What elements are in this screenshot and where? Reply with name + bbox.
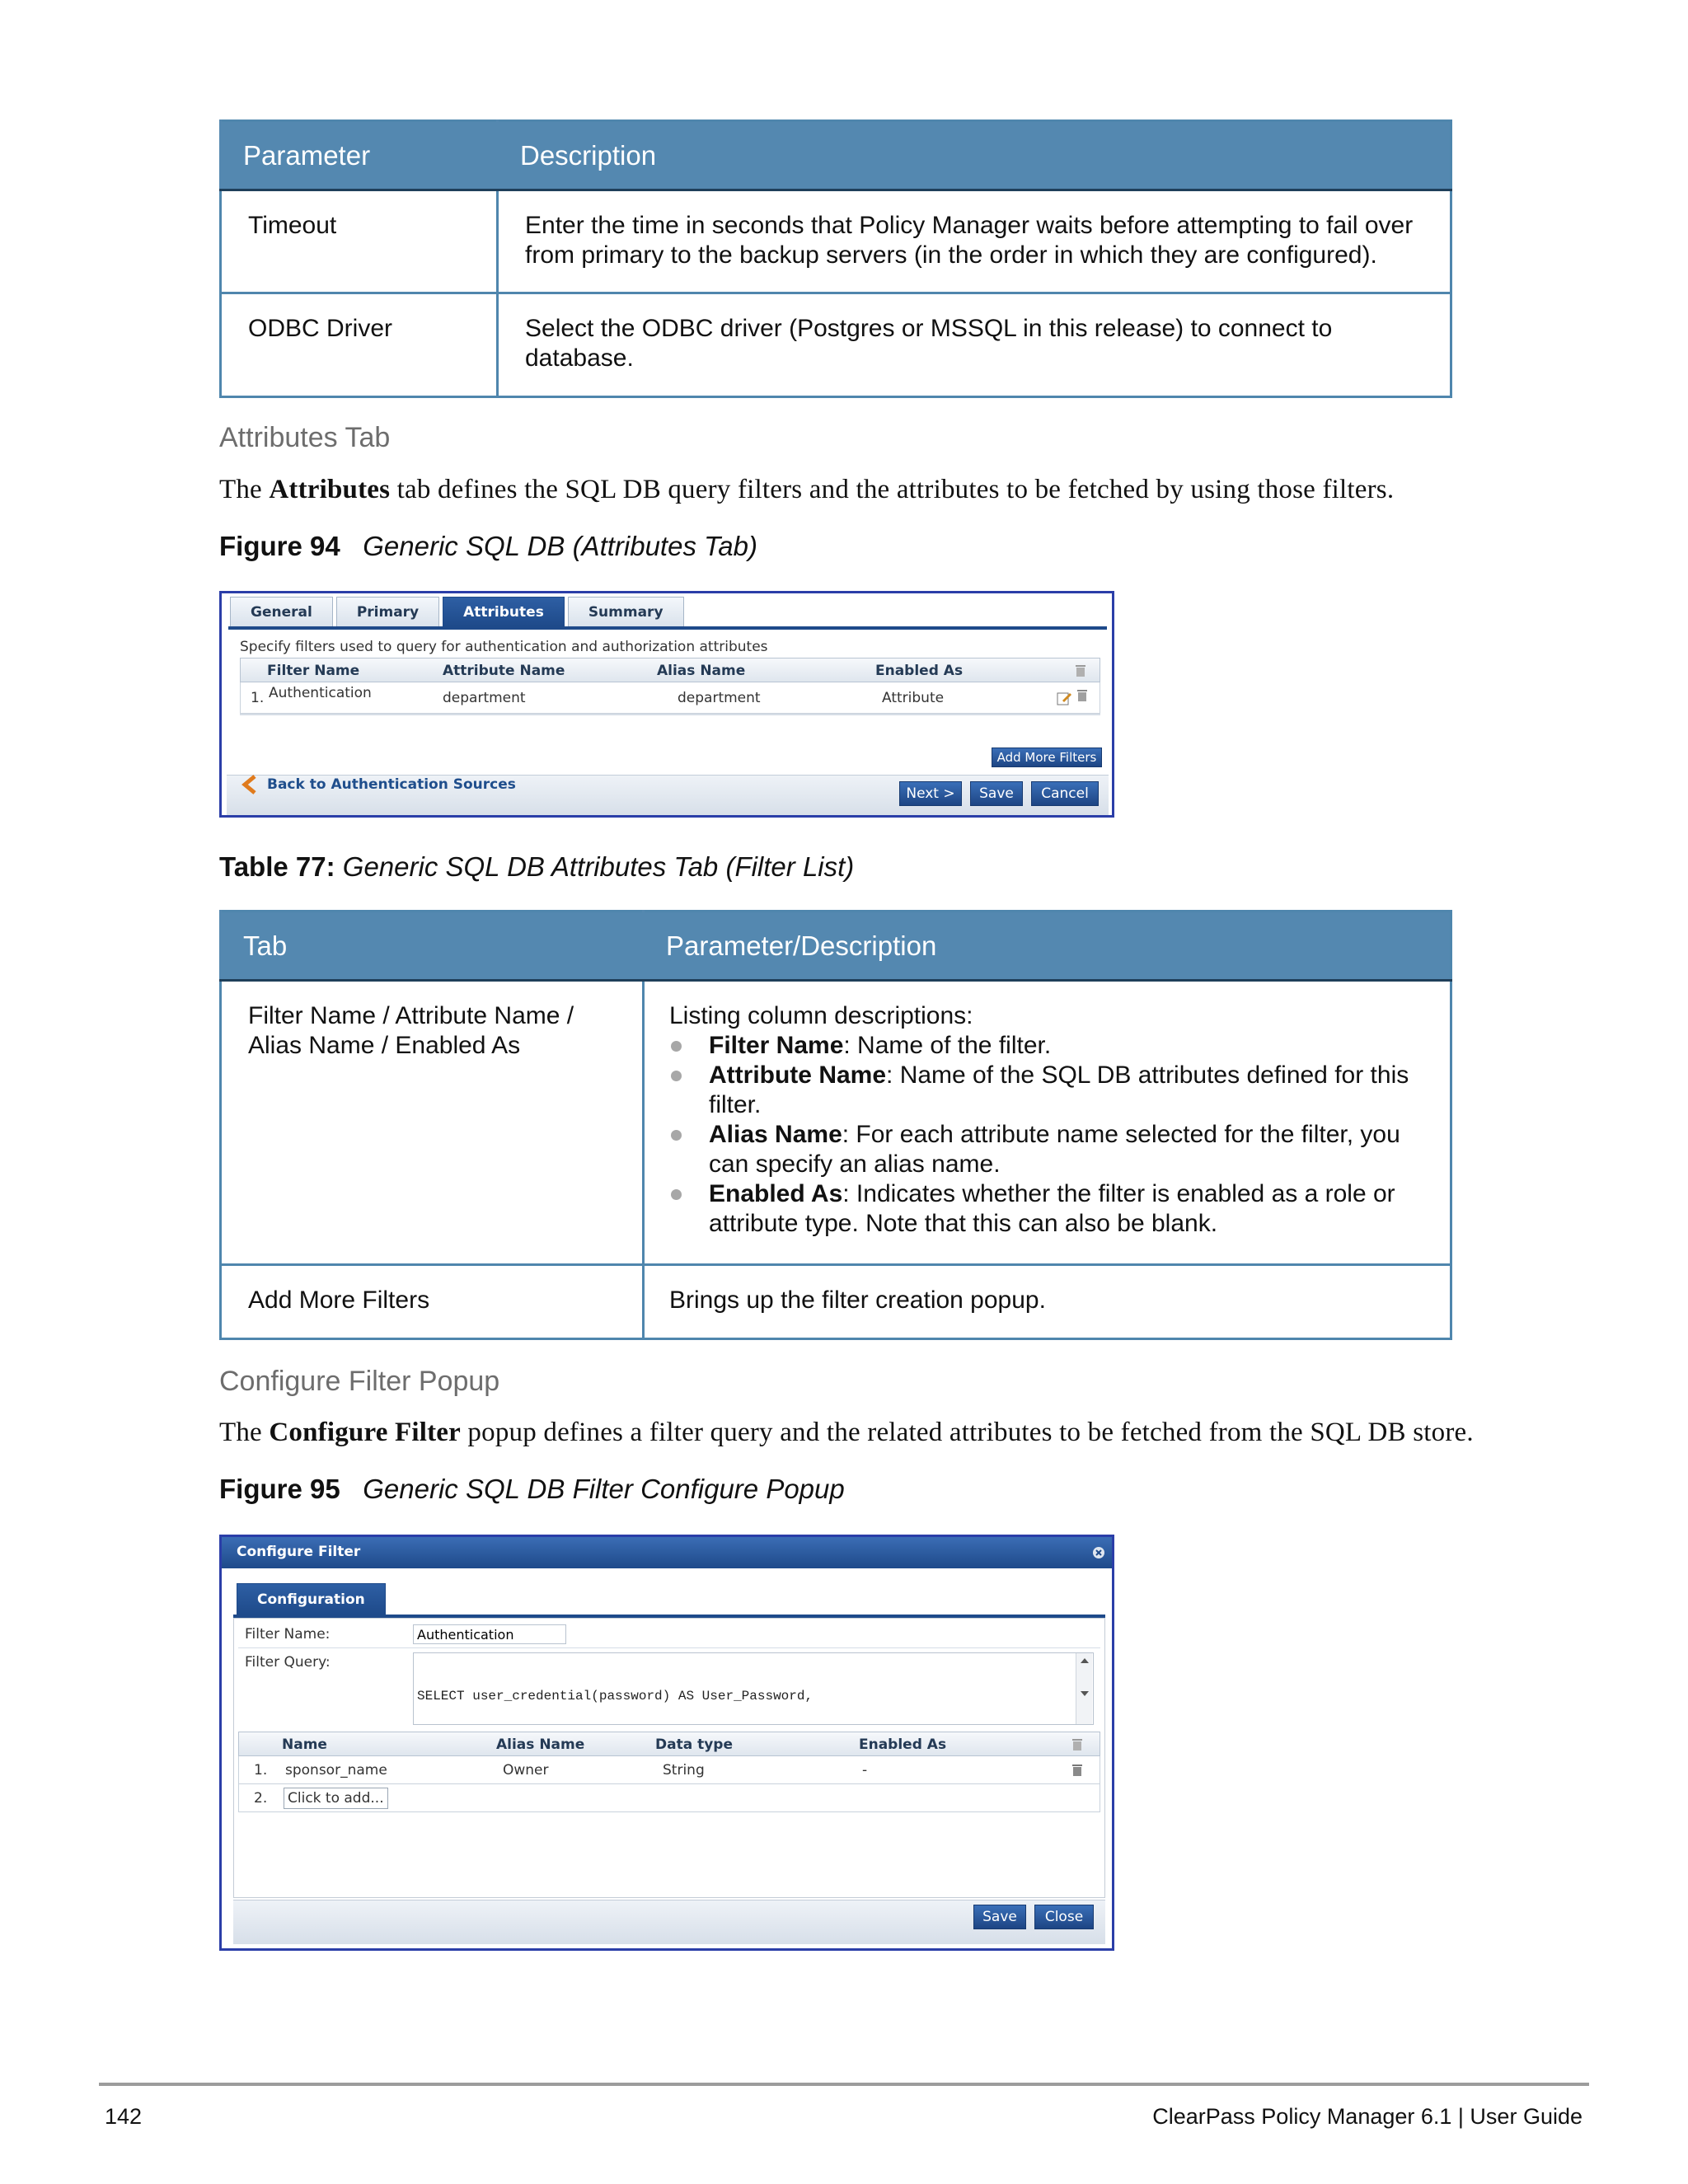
alias-cell: Owner <box>503 1762 549 1779</box>
click-to-add-field[interactable]: Click to add... <box>284 1788 388 1809</box>
attribute-name-cell: department <box>443 690 526 706</box>
tab-attributes[interactable]: Attributes <box>443 597 565 626</box>
col-attribute-name: Attribute Name <box>443 663 565 679</box>
tab-cell: Add More Filters <box>221 1265 644 1339</box>
figure-94-screenshot <box>219 591 1114 818</box>
close-button[interactable]: Close <box>1034 1905 1094 1929</box>
list-item <box>669 1031 1417 1061</box>
tab-cell: Filter Name / Attribute Name / Alias Name / Enabled As <box>221 981 644 1265</box>
desc-cell: Select the ODBC driver (Postgres or MSSQL in this release) to connect to database. <box>498 293 1451 397</box>
col-alias-name: Alias Name <box>657 663 746 679</box>
desc-cell: Enter the time in seconds that Policy Manager waits before attempting to fail over from primary to the backup servers (in the order in which they are configured). <box>498 190 1451 293</box>
row-number: 1. <box>251 690 265 706</box>
figure-label: Figure 95 <box>219 1474 340 1504</box>
tab-underline <box>228 626 1107 630</box>
close-icon[interactable] <box>1092 1546 1105 1559</box>
figure-95-caption <box>219 1474 845 1505</box>
table-row[interactable] <box>240 682 1100 714</box>
filter-list-table <box>219 910 1452 1340</box>
trash-icon[interactable] <box>1071 1764 1083 1777</box>
bullet-term: Enabled As <box>709 1180 843 1207</box>
col-data-type: Data type <box>655 1736 734 1753</box>
enabled-as-cell: Attribute <box>882 690 945 706</box>
save-button[interactable]: Save <box>970 781 1023 806</box>
scroll-down-icon[interactable] <box>1081 1691 1089 1696</box>
figure-95-screenshot <box>219 1535 1114 1951</box>
table-label: Table 77: <box>219 851 335 882</box>
paragraph-text: tab defines the SQL DB query filters and the attributes to be fetched by using those filters. <box>390 475 1395 504</box>
tab-bar <box>230 597 687 626</box>
paragraph-bold: Attributes <box>269 475 391 504</box>
table-title: Generic SQL DB Attributes Tab (Filter List) <box>342 851 855 882</box>
param-cell: Timeout <box>221 190 498 293</box>
paragraph-text: popup defines a filter query and the related attributes to be fetched from the SQL DB store. <box>460 1418 1474 1447</box>
filter-name-cell: Authentication <box>269 685 372 701</box>
table-77-caption <box>219 851 854 883</box>
list-item <box>669 1061 1417 1120</box>
tab-configuration[interactable]: Configuration <box>237 1583 386 1615</box>
edit-icon[interactable] <box>1057 691 1071 705</box>
trash-icon[interactable] <box>1075 664 1086 677</box>
column-description-list <box>669 1031 1417 1239</box>
attributes-grid-header <box>238 1732 1100 1756</box>
figure-label: Figure 94 <box>219 531 340 561</box>
desc-cell: Brings up the filter creation popup. <box>644 1265 1451 1339</box>
figure-title: Generic SQL DB Filter Configure Popup <box>363 1474 845 1504</box>
section-heading-attributes: Attributes Tab <box>219 422 391 453</box>
enabled-as-cell: - <box>862 1762 868 1779</box>
column-header-parameter-description: Parameter/Description <box>644 912 1451 981</box>
bullet-text: : Name of the SQL DB attributes defined for this filter. <box>709 1062 1409 1118</box>
col-name: Name <box>282 1736 327 1753</box>
table-row <box>221 981 1451 1265</box>
col-alias-name: Alias Name <box>496 1736 585 1753</box>
scroll-up-icon[interactable] <box>1081 1658 1089 1663</box>
column-header-parameter: Parameter <box>221 121 498 190</box>
tab-summary[interactable]: Summary <box>568 597 684 626</box>
save-button[interactable]: Save <box>973 1905 1026 1929</box>
row-divider <box>240 714 1100 715</box>
bullet-term: Filter Name <box>709 1032 844 1059</box>
table-row <box>221 293 1451 397</box>
column-header-tab: Tab <box>221 912 644 981</box>
row-number: 2. <box>254 1790 268 1807</box>
alias-name-cell: department <box>678 690 761 706</box>
trash-icon[interactable] <box>1071 1738 1083 1751</box>
bullet-text: : Indicates whether the filter is enabled as a role or attribute type. Note that this can also be blank. <box>709 1180 1395 1237</box>
data-type-cell: String <box>663 1762 705 1779</box>
query-scrollbar[interactable] <box>1076 1653 1092 1724</box>
trash-icon[interactable] <box>1076 689 1088 702</box>
query-line: SELECT user_credential(password) AS User_Password, <box>417 1689 814 1704</box>
add-more-filters-button[interactable]: Add More Filters <box>992 748 1102 767</box>
filter-name-label: Filter Name: <box>245 1626 331 1643</box>
field-divider <box>238 1647 1100 1648</box>
figure-title: Generic SQL DB (Attributes Tab) <box>363 531 757 561</box>
desc-cell <box>644 981 1451 1265</box>
parameter-table <box>219 120 1452 398</box>
paragraph-text: The <box>219 1418 270 1447</box>
name-cell: sponsor_name <box>285 1762 387 1779</box>
bullet-text: : Name of the filter. <box>843 1032 1052 1059</box>
row-number: 1. <box>254 1762 268 1779</box>
next-button[interactable]: Next > <box>899 781 962 806</box>
paragraph-text: The <box>219 475 270 504</box>
list-item <box>669 1120 1417 1179</box>
tab-primary[interactable]: Primary <box>336 597 439 626</box>
filter-query-label: Filter Query: <box>245 1654 331 1671</box>
attributes-paragraph <box>219 475 1394 505</box>
list-item <box>669 1179 1417 1239</box>
footer-rule <box>99 2083 1589 2086</box>
configure-filter-paragraph <box>219 1418 1474 1448</box>
table-row <box>221 1265 1451 1339</box>
back-arrow-icon[interactable] <box>241 775 258 794</box>
instruction-text: Specify filters used to query for authentication and authorization attributes <box>240 639 768 655</box>
section-heading-configure-filter: Configure Filter Popup <box>219 1366 500 1397</box>
tab-general[interactable]: General <box>230 597 333 626</box>
column-header-description: Description <box>498 121 1451 190</box>
paragraph-bold: Configure Filter <box>269 1418 461 1447</box>
col-enabled-as: Enabled As <box>859 1736 947 1753</box>
table-row[interactable] <box>238 1784 1100 1812</box>
cancel-button[interactable]: Cancel <box>1031 781 1099 806</box>
dialog-title: Configure Filter <box>237 1544 361 1560</box>
figure-94-caption <box>219 531 757 562</box>
back-to-authentication-sources-link[interactable]: Back to Authentication Sources <box>267 776 516 793</box>
col-enabled-as: Enabled As <box>875 663 964 679</box>
listing-intro: Listing column descriptions: <box>669 1002 973 1029</box>
filter-query-textarea[interactable] <box>413 1652 1094 1725</box>
bullet-text: : For each attribute name selected for the filter, you can specify an alias name. <box>709 1121 1400 1178</box>
col-filter-name: Filter Name <box>267 663 360 679</box>
filter-name-field[interactable] <box>413 1624 566 1644</box>
bullet-term: Attribute Name <box>709 1062 887 1089</box>
page-number: 142 <box>105 2104 143 2129</box>
param-cell: ODBC Driver <box>221 293 498 397</box>
footer-doc-title: ClearPass Policy Manager 6.1 | User Guide <box>1152 2104 1582 2129</box>
table-row <box>221 190 1451 293</box>
table-row[interactable] <box>238 1756 1100 1784</box>
bullet-term: Alias Name <box>709 1121 842 1148</box>
